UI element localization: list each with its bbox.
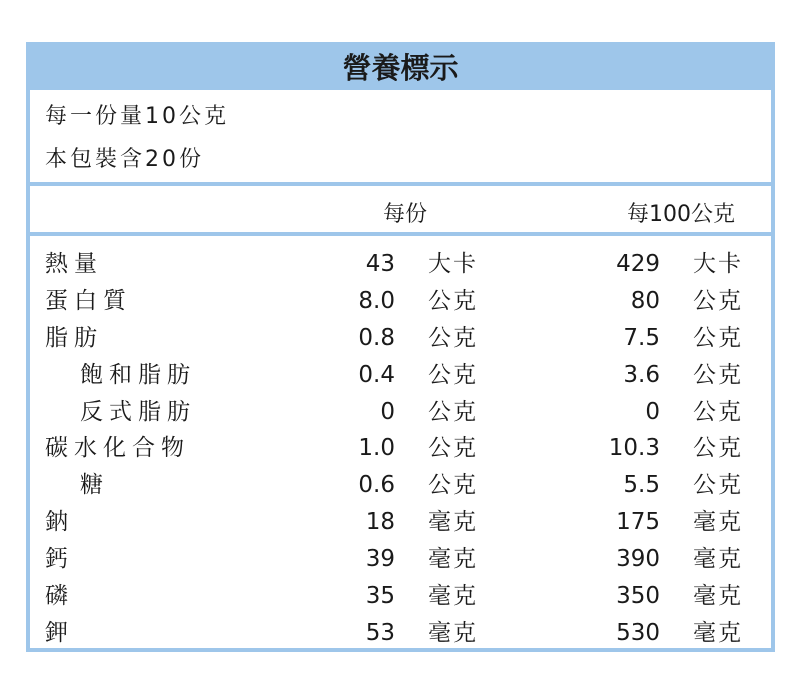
- divider-top: [30, 182, 771, 186]
- per-serving-unit: 公克: [428, 398, 478, 425]
- column-header-per-serving: 每份: [383, 202, 428, 227]
- nutrient-row: [30, 320, 771, 357]
- divider-middle: [30, 232, 771, 236]
- per-serving-value: 0.4: [358, 361, 395, 388]
- nutrient-name: 碳水化合物: [45, 435, 190, 462]
- per-100g-unit: 公克: [693, 361, 743, 388]
- nutrient-name: 飽和脂肪: [80, 361, 196, 388]
- serving-size: 每一份量10公克: [45, 104, 229, 129]
- nutrient-row: [30, 615, 771, 652]
- per-serving-value: 53: [365, 619, 395, 646]
- per-100g-value: 175: [616, 509, 660, 536]
- per-serving-unit: 公克: [428, 435, 478, 462]
- nutrient-name: 反式脂肪: [80, 398, 196, 425]
- nutrient-row: [30, 283, 771, 320]
- nutrient-name: 熱量: [45, 251, 103, 277]
- per-100g-value: 0: [645, 398, 660, 425]
- title-bar: [30, 46, 771, 90]
- nutrient-row: [30, 357, 771, 394]
- nutrient-row: [30, 430, 771, 467]
- nutrient-row: [30, 394, 771, 431]
- per-100g-unit: 公克: [693, 324, 743, 351]
- per-serving-unit: 毫克: [428, 583, 478, 610]
- per-serving-unit: 公克: [428, 324, 478, 351]
- per-serving-value: 35: [365, 583, 395, 610]
- per-100g-unit: 公克: [693, 398, 743, 425]
- per-serving-unit: 公克: [428, 287, 478, 314]
- per-serving-value: 18: [365, 509, 395, 536]
- per-serving-unit: 毫克: [428, 509, 478, 536]
- per-100g-value: 3.6: [623, 361, 660, 388]
- per-100g-value: 350: [616, 583, 660, 610]
- nutrition-label: [26, 42, 775, 652]
- per-serving-unit: 公克: [428, 472, 478, 499]
- per-serving-value: 0.8: [358, 324, 395, 351]
- per-100g-unit: 毫克: [693, 619, 743, 646]
- nutrient-row: [30, 504, 771, 541]
- per-100g-unit: 毫克: [693, 509, 743, 536]
- per-100g-unit: 公克: [693, 287, 743, 314]
- nutrient-name: 鈉: [45, 509, 74, 536]
- per-serving-value: 0.6: [358, 472, 395, 499]
- per-serving-value: 43: [365, 251, 395, 277]
- per-serving-value: 39: [365, 546, 395, 573]
- per-100g-value: 390: [616, 546, 660, 573]
- per-serving-unit: 毫克: [428, 546, 478, 573]
- nutrient-row: [30, 578, 771, 615]
- nutrient-table: [30, 246, 771, 652]
- nutrient-row: [30, 541, 771, 578]
- nutrient-name: 磷: [45, 583, 74, 610]
- per-100g-value: 7.5: [623, 324, 660, 351]
- label-title: 營養標示: [342, 51, 459, 85]
- nutrient-name: 脂肪: [45, 324, 103, 351]
- nutrient-row: [30, 246, 771, 283]
- per-serving-value: 1.0: [358, 435, 395, 462]
- per-100g-unit: 公克: [693, 472, 743, 499]
- per-serving-value: 8.0: [358, 287, 395, 314]
- per-100g-unit: 公克: [693, 435, 743, 462]
- per-100g-value: 10.3: [608, 435, 660, 462]
- nutrient-name: 鈣: [45, 546, 74, 573]
- per-serving-value: 0: [380, 398, 395, 425]
- nutrient-name: 蛋白質: [45, 287, 132, 314]
- per-100g-unit: 毫克: [693, 583, 743, 610]
- per-100g-unit: 毫克: [693, 546, 743, 573]
- nutrient-name: 糖: [80, 472, 109, 499]
- per-serving-unit: 公克: [428, 361, 478, 388]
- nutrient-row: [30, 467, 771, 504]
- nutrient-name: 鉀: [45, 619, 74, 646]
- column-header-per-100g: 每100公克: [627, 202, 735, 227]
- per-100g-value: 80: [630, 287, 660, 314]
- per-100g-value: 429: [616, 251, 660, 277]
- per-serving-unit: 大卡: [428, 251, 478, 277]
- servings-per-package: 本包裝含20份: [45, 147, 204, 172]
- per-100g-unit: 大卡: [693, 251, 743, 277]
- per-100g-value: 5.5: [623, 472, 660, 499]
- per-100g-value: 530: [616, 619, 660, 646]
- per-serving-unit: 毫克: [428, 619, 478, 646]
